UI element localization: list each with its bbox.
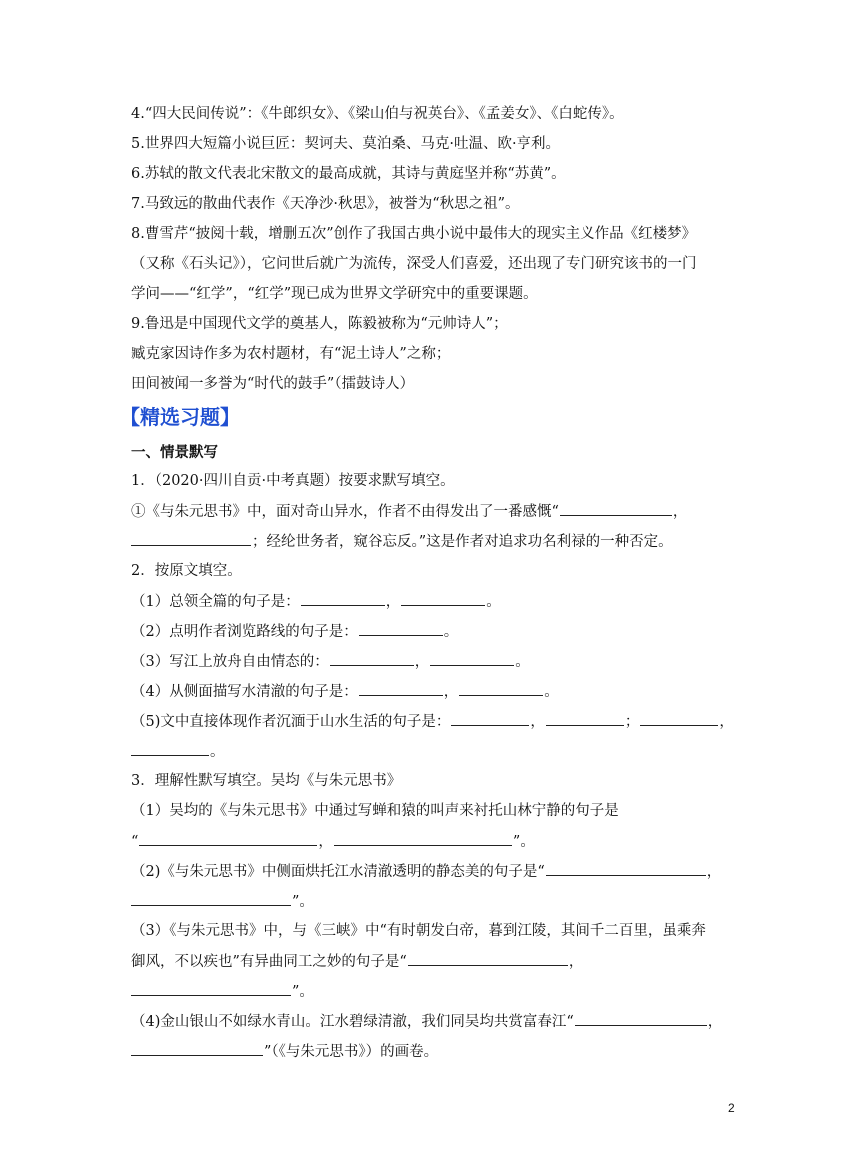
q3-item4 <box>131 1011 722 1032</box>
blank-field[interactable] <box>139 831 317 846</box>
blank-field[interactable] <box>459 681 543 696</box>
blank-field[interactable] <box>546 861 706 876</box>
q2-item5 <box>131 711 734 732</box>
fact-8-line3: 学问——“红学”，“红学”现已成为世界文学研究中的重要课题。 <box>131 286 538 302</box>
q2-item5-text: （5)文中直接体现作者沉湎于山水生活的句子是： <box>131 714 451 730</box>
blank-field[interactable] <box>301 591 385 606</box>
q3-item2 <box>131 861 721 882</box>
q2-item3-text: （3）写江上放舟自由情态的： <box>131 654 329 670</box>
fact-7: 7.马致远的散曲代表作《天净沙·秋思》，被誉为“秋思之祖”。 <box>131 196 520 212</box>
q3-item2-text: （2)《与朱元思书》中侧面烘托江水清澈透明的静态美的句子是“ <box>131 864 545 880</box>
fact-8-line1: 8.曹雪芹“披阅十载，增删五次”创作了我国古典小说中最伟大的现实主义作品《红楼梦》 <box>131 226 697 242</box>
blank-field[interactable] <box>359 681 443 696</box>
q1-intro: 1．（2020·四川自贡·中考真题）按要求默写填空。 <box>131 473 455 489</box>
q3-intro: 3．理解性默写填空。吴均《与朱元思书》 <box>131 773 402 789</box>
blank-field[interactable] <box>131 1041 263 1056</box>
blank-field[interactable] <box>330 651 414 666</box>
q2-item4-text: （4）从侧面描写水清澈的句子是： <box>131 684 358 700</box>
q2-item2-text: （2）点明作者浏览路线的句子是： <box>131 624 358 640</box>
semicolon: ； <box>624 714 640 730</box>
q3-item2-cont <box>131 891 314 912</box>
comma: ， <box>707 1014 723 1030</box>
q3-item3-cont <box>131 981 314 1002</box>
fact-9-line2: 臧克家因诗作多为农村题材，有“泥土诗人”之称； <box>131 346 451 362</box>
q1-line1 <box>131 501 687 522</box>
blank-field[interactable] <box>408 951 568 966</box>
comma: ， <box>443 684 459 700</box>
q3-item4-text: （4)金山银山不如绿水青山。江水碧绿清澈，我们同吴均共赏富春江“ <box>131 1014 574 1030</box>
close-quote: ”。 <box>292 894 314 910</box>
q1-line2-end: ；经纶世务者，窥谷忘反。”这是作者对追求功名利禄的一种否定。 <box>252 534 673 550</box>
q3-item1-answer <box>131 831 535 852</box>
q1-line1-end: ， <box>672 504 688 520</box>
q3-item1: （1）吴均的《与朱元思书》中通过写蝉和猿的叫声来衬托山林宁静的句子是 <box>131 803 619 819</box>
comma: ， <box>719 714 734 730</box>
blank-field[interactable] <box>131 741 209 756</box>
subheading: 一、情景默写 <box>131 445 218 461</box>
comma: ， <box>706 864 722 880</box>
blank-field[interactable] <box>131 891 291 906</box>
q1-line2 <box>131 531 673 552</box>
comma: ， <box>318 834 333 850</box>
blank-field[interactable] <box>640 711 718 726</box>
page-number: 2 <box>728 1101 735 1115</box>
blank-field[interactable] <box>359 621 443 636</box>
comma: ， <box>385 594 401 610</box>
fact-6: 6.苏轼的散文代表北宋散文的最高成就，其诗与黄庭坚并称“苏黄”。 <box>131 166 566 182</box>
fact-9-line1: 9.鲁迅是中国现代文学的奠基人，陈毅被称为“元帅诗人”； <box>131 316 508 332</box>
blank-field[interactable] <box>560 501 672 516</box>
blank-field[interactable] <box>451 711 529 726</box>
comma: ， <box>568 954 584 970</box>
period: 。 <box>210 744 225 760</box>
fact-9-line3: 田间被闻一多誉为“时代的鼓手”（擂鼓诗人） <box>131 376 415 392</box>
q2-item1-text: （1）总领全篇的句子是： <box>131 594 300 610</box>
q2-item3 <box>131 651 530 672</box>
q3-item3-line2 <box>131 951 583 972</box>
period: 。 <box>486 594 501 610</box>
q3-item4-cont <box>131 1041 438 1062</box>
blank-field[interactable] <box>334 831 512 846</box>
comma: ， <box>414 654 430 670</box>
q3-item3-text: 御风，不以疾也”有异曲同工之妙的句子是“ <box>131 954 407 970</box>
fact-8-line2: （又称《石头记》），它问世后就广为流传，深受人们喜爱，还出现了专门研究该书的一门 <box>131 256 697 272</box>
period: 。 <box>544 684 559 700</box>
blank-field[interactable] <box>131 531 251 546</box>
q2-item1 <box>131 591 501 612</box>
close-quote: ”。 <box>292 984 314 1000</box>
section-title: 【精选习题】 <box>120 405 240 429</box>
period: 。 <box>515 654 530 670</box>
q2-item4 <box>131 681 559 702</box>
blank-field[interactable] <box>401 591 485 606</box>
comma: ， <box>530 714 545 730</box>
close-quote: ”。 <box>512 834 535 850</box>
open-quote: “ <box>131 834 139 850</box>
blank-field[interactable] <box>575 1011 707 1026</box>
fact-4: 4.“四大民间传说”：《牛郎织女》、《梁山伯与祝英台》、《孟姜女》、《白蛇传》。 <box>131 106 624 122</box>
q3-item3-line1: （3）《与朱元思书》中，与《三峡》中“有时朝发白帝，暮到江陵，其间千二百里，虽乘奔 <box>131 923 706 939</box>
q2-item5-cont <box>131 741 225 762</box>
blank-field[interactable] <box>131 981 291 996</box>
q2-intro: 2．按原文填空。 <box>131 563 242 579</box>
q1-line1-text: ①《与朱元思书》中，面对奇山异水，作者不由得发出了一番感慨“ <box>131 504 559 520</box>
blank-field[interactable] <box>430 651 514 666</box>
q2-item2 <box>131 621 458 642</box>
blank-field[interactable] <box>546 711 624 726</box>
fact-5: 5.世界四大短篇小说巨匠：契诃夫、莫泊桑、马克·吐温、欧·亨利。 <box>131 136 561 152</box>
q3-item4-end: ”（《与朱元思书》）的画卷。 <box>264 1044 439 1060</box>
period: 。 <box>443 624 459 640</box>
